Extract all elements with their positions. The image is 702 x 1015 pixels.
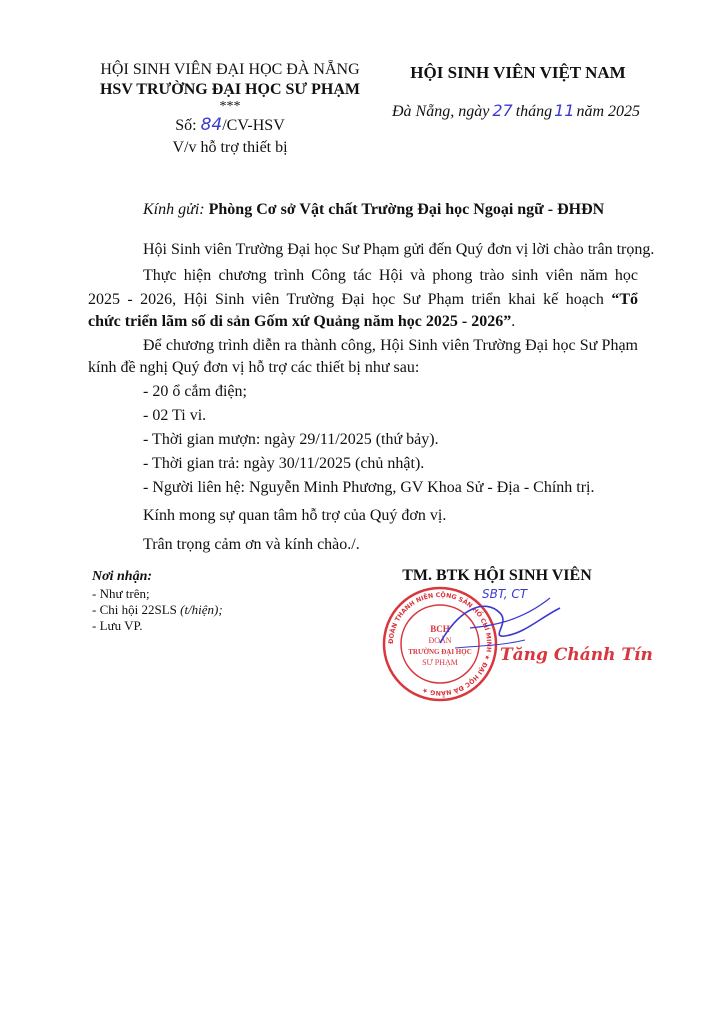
closing-line-1: Kính mong sự quan tâm hỗ trợ của Quý đơn vị. — [143, 507, 447, 524]
recipient-item: - Lưu VP. — [92, 618, 143, 633]
signature-title: TM. BTK HỘI SINH VIÊN — [402, 567, 592, 584]
p2-line3-end: . — [511, 313, 516, 330]
paragraph-2-line-1: Thực hiện chương trình Công tác Hội và phong trào sinh viên năm học — [143, 267, 638, 284]
handwritten-note: SBT, CT — [482, 587, 528, 601]
list-item: - Thời gian mượn: ngày 29/11/2025 (thứ bảy). — [143, 431, 439, 448]
recipient-item-italic: (t/hiện); — [180, 602, 223, 617]
list-item: - Thời gian trả: ngày 30/11/2025 (chủ nhật). — [143, 455, 425, 472]
event-title: chức triển lãm số di sản Gốm xứ Quảng năm học 2025 - 2026” — [88, 313, 512, 330]
date-part-1: Đà Nẵng, ngày — [392, 103, 490, 120]
recipient-item: - Như trên; — [92, 586, 150, 601]
list-item: - 02 Ti vi. — [143, 407, 207, 424]
date-month: 11 — [554, 101, 575, 120]
paragraph-2-line-2 — [88, 290, 638, 310]
stamp-ring-text: ĐOÀN THANH NIÊN CỘNG SẢN HỒ CHÍ MINH ★ ĐẠI HỌC ĐÀ NẴNG ★ — [387, 591, 493, 697]
signer-name: Tăng Chánh Tín — [500, 645, 653, 665]
date-part-3: năm 2025 — [576, 103, 641, 120]
recipient-item-normal: - Chi hội 22SLS — [92, 602, 177, 617]
header-right-org: HỘI SINH VIÊN VIỆT NAM — [410, 63, 626, 82]
paragraph-3-line-2: kính đề nghị Quý đơn vị hỗ trợ các thiết bị như sau: — [88, 359, 420, 376]
paragraph-2-line-3 — [88, 312, 515, 332]
document-subject: V/v hỗ trợ thiết bị — [172, 139, 288, 156]
recipient-line — [143, 200, 604, 220]
number-suffix: /CV-HSV — [222, 117, 285, 134]
recipient-label: Kính gửi: — [143, 201, 205, 218]
recipient-name: Phòng Cơ sở Vật chất Trường Đại học Ngoại ngữ - ĐHĐN — [208, 201, 605, 218]
stamp-text: BCH — [430, 624, 450, 634]
closing-line-2: Trân trọng cảm ơn và kính chào./. — [143, 536, 360, 553]
p2-line2-bold: “Tổ — [611, 291, 638, 308]
p2-line2-normal: 2025 - 2026, Hội Sinh viên Trường Đại học Sư Phạm triển khai kế hoạch — [88, 291, 604, 308]
header-date — [392, 100, 640, 123]
date-day: 27 — [492, 101, 513, 120]
stamp-text: TRƯỜNG ĐẠI HỌC — [408, 648, 472, 656]
org-line-1: HỘI SINH VIÊN ĐẠI HỌC ĐÀ NẴNG — [100, 61, 360, 78]
number-prefix: Số: — [175, 117, 197, 134]
list-item: - 20 ổ cắm điện; — [143, 383, 247, 400]
document-number — [80, 114, 380, 137]
org-line-2: HSV TRƯỜNG ĐẠI HỌC SƯ PHẠM — [99, 81, 360, 98]
stamp-text: SƯ PHẠM — [422, 658, 458, 667]
recipients-block — [92, 568, 223, 634]
header-left — [80, 60, 380, 159]
date-part-2: tháng — [515, 103, 553, 120]
number-handwritten: 84 — [200, 115, 223, 135]
stars-divider: *** — [219, 99, 241, 114]
paragraph-greeting: Hội Sinh viên Trường Đại học Sư Phạm gửi đến Quý đơn vị lời chào trân trọng. — [143, 241, 655, 258]
recipient-item — [92, 602, 223, 618]
paragraph-3-line-1: Để chương trình diễn ra thành công, Hội Sinh viên Trường Đại học Sư Phạm — [143, 337, 638, 354]
stamp-text: ĐOÀN — [428, 636, 452, 645]
recipients-title: Nơi nhận: — [92, 569, 153, 584]
list-item: - Người liên hệ: Nguyễn Minh Phương, GV Khoa Sử - Địa - Chính trị. — [143, 479, 595, 496]
